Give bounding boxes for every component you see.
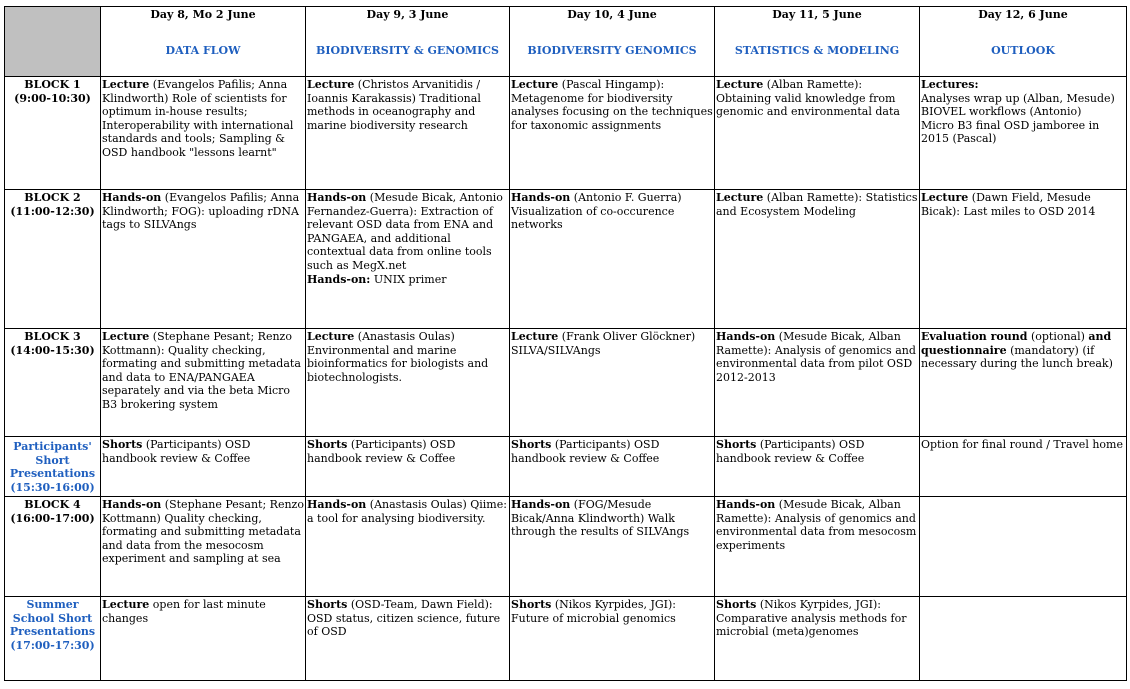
- session-type: Lecture: [307, 78, 355, 91]
- session-type: Lecture: [307, 330, 355, 343]
- session-text: Option for final round / Travel home: [921, 438, 1123, 451]
- session-text: (Evangelos Pafilis; Anna Klindworth; FOG): uploading rDNA tags to SILVAngs: [102, 191, 300, 232]
- session-text: (Participants) OSD handbook review & Coffee: [716, 438, 865, 465]
- day-date: Day 9, 3 June: [366, 8, 449, 21]
- session-cell: [920, 190, 1127, 329]
- session-cell: [510, 77, 715, 190]
- row-label: BLOCK 1 (9:00-10:30): [5, 77, 101, 190]
- session-cell: [510, 190, 715, 329]
- day-date: Day 12, 6 June: [978, 8, 1068, 21]
- session-text: (Mesude Bicak, Alban Ramette): Analysis of genomics and environmental data from pilot OSD 2012-2013: [716, 330, 916, 384]
- session-type: Hands-on: [307, 498, 367, 511]
- day-header: [101, 7, 306, 77]
- session-cell: [101, 329, 306, 437]
- day-header: [510, 7, 715, 77]
- schedule-table: [4, 6, 1127, 681]
- session-text: (Participants) OSD handbook review & Coffee: [102, 438, 251, 465]
- day-date: Day 10, 4 June: [567, 8, 657, 21]
- session-cell: [715, 597, 920, 681]
- session-cell: [306, 190, 510, 329]
- session-type: Shorts: [716, 598, 757, 611]
- session-text: (Mesude Bicak, Antonio Fernandez-Guerra): Extraction of relevant OSD data from ENA and PANGAEA, and additional contextual data from online tools such as MegX.net: [307, 191, 503, 272]
- session-text: (Christos Arvanitidis / Ioannis Karakassis) Traditional methods in oceanography and marine biodiversity research: [307, 78, 481, 132]
- session-cell: [101, 190, 306, 329]
- session-text: (Mesude Bicak, Alban Ramette): Analysis of genomics and environmental data from mesocosm experiments: [716, 498, 917, 552]
- row-label: BLOCK 2 (11:00-12:30): [5, 190, 101, 329]
- session-cell: [920, 437, 1127, 497]
- session-cell: [920, 329, 1127, 437]
- session-type: Lecture: [511, 330, 559, 343]
- session-type: and questionnaire: [921, 330, 1112, 357]
- session-text: (Evangelos Pafilis; Anna Klindworth) Role of scientists for optimum in-house results; Interoperability with international standards and tools; Sampling & OSD handbook "lessons learnt": [102, 78, 294, 159]
- row-label: Participants' Short Presentations (15:30-16:00): [5, 437, 101, 497]
- session-cell: [101, 497, 306, 597]
- session-type: Lecture: [102, 598, 150, 611]
- session-type: Hands-on: [511, 498, 571, 511]
- session-text: Analyses wrap up (Alban, Mesude): [921, 91, 1115, 105]
- session-text: (Pascal Hingamp): Metagenome for biodiversity analyses focusing on the techniques for taxonomic assignments: [511, 78, 713, 132]
- session-type: Lecture: [921, 191, 969, 204]
- session-text: (Alban Ramette): Statistics and Ecosystem Modeling: [716, 191, 918, 218]
- corner-cell: [5, 7, 101, 77]
- session-cell: [101, 437, 306, 497]
- session-cell: [715, 190, 920, 329]
- day-date: Day 11, 5 June: [772, 8, 862, 21]
- session-type: Lectures:: [921, 78, 979, 91]
- session-cell: [306, 497, 510, 597]
- session-cell: [306, 437, 510, 497]
- row-label: BLOCK 4 (16:00-17:00): [5, 497, 101, 597]
- empty-cell: [920, 597, 1127, 681]
- session-cell: [306, 329, 510, 437]
- day-theme: BIODIVERSITY GENOMICS: [527, 43, 697, 57]
- session-text: (Alban Ramette): Obtaining valid knowledge from genomic and environmental data: [716, 78, 900, 119]
- session-cell: [101, 77, 306, 190]
- block2-row: [5, 190, 1127, 329]
- session-text: (Nikos Kyrpides, JGI): Future of microbial genomics: [511, 598, 676, 625]
- block3-row: [5, 329, 1127, 437]
- session-type: Shorts: [102, 438, 143, 451]
- session-type: Hands-on: [716, 330, 776, 343]
- session-type: Lecture: [511, 78, 559, 91]
- session-text: (OSD-Team, Dawn Field): OSD status, citizen science, future of OSD: [307, 598, 501, 639]
- session-cell: [510, 597, 715, 681]
- summer-row: [5, 597, 1127, 681]
- session-type: Shorts: [511, 438, 552, 451]
- session-cell: [715, 329, 920, 437]
- day-theme: OUTLOOK: [991, 43, 1055, 57]
- session-cell: [715, 437, 920, 497]
- session-text: (mandatory) (if necessary during the lunch break): [921, 343, 1113, 371]
- day-header: [306, 7, 510, 77]
- session-type: Shorts: [716, 438, 757, 451]
- day-header: [715, 7, 920, 77]
- day-header: [920, 7, 1127, 77]
- day-theme: DATA FLOW: [165, 43, 241, 57]
- session-type: Lecture: [716, 78, 764, 91]
- session-text: (Participants) OSD handbook review & Coffee: [307, 438, 456, 465]
- session-text: (optional): [1027, 330, 1089, 343]
- session-text: (Anastasis Oulas) Qiime: a tool for analysing biodiversity.: [307, 498, 507, 525]
- session-text: (Stephane Pesant; Renzo Kottmann) Quality checking, formating and submitting metadata and data from the mesocosm experiment and sampling at sea: [102, 498, 304, 566]
- session-text: (Anastasis Oulas) Environmental and marine bioinformatics for biologists and biotechnologists.: [307, 330, 489, 384]
- session-type: Hands-on: [307, 191, 367, 204]
- session-text: (Nikos Kyrpides, JGI): Comparative analysis methods for microbial (meta)genomes: [716, 598, 907, 639]
- session-type: Hands-on: [102, 498, 162, 511]
- participants-row: [5, 437, 1127, 497]
- session-text: open for last minute changes: [102, 598, 266, 625]
- day-theme: BIODIVERSITY & GENOMICS: [316, 43, 499, 57]
- session-text: (Dawn Field, Mesude Bicak): Last miles to OSD 2014: [921, 191, 1096, 218]
- session-type: Shorts: [307, 438, 348, 451]
- session-cell: [920, 77, 1127, 190]
- session-text: BIOVEL workflows (Antonio): [921, 105, 1082, 119]
- day-date: Day 8, Mo 2 June: [150, 8, 256, 21]
- session-type: Lecture: [716, 191, 764, 204]
- session-type: Shorts: [511, 598, 552, 611]
- session-cell: [306, 77, 510, 190]
- session-cell: [715, 77, 920, 190]
- day-theme: STATISTICS & MODELING: [734, 43, 900, 57]
- session-cell: [101, 597, 306, 681]
- header-row: [5, 7, 1127, 77]
- block4-row: [5, 497, 1127, 597]
- session-cell: [306, 597, 510, 681]
- session-text: (Antonio F. Guerra) Visualization of co-occurence networks: [511, 191, 682, 232]
- session-type: Hands-on: [102, 191, 162, 204]
- session-cell: [510, 497, 715, 597]
- session-cell: [510, 329, 715, 437]
- session-cell: [715, 497, 920, 597]
- session-text: (FOG/Mesude Bicak/Anna Klindworth) Walk through the results of SILVAngs: [511, 498, 690, 539]
- session-type: Hands-on:: [307, 272, 371, 286]
- row-label: BLOCK 3 (14:00-15:30): [5, 329, 101, 437]
- session-type: Hands-on: [716, 498, 776, 511]
- session-text: Micro B3 final OSD jamboree in 2015 (Pascal): [921, 118, 1100, 146]
- session-text: UNIX primer: [370, 272, 447, 286]
- session-text: (Frank Oliver Glöckner) SILVA/SILVAngs: [511, 330, 696, 357]
- session-type: Lecture: [102, 78, 150, 91]
- session-cell: [510, 437, 715, 497]
- session-type: Shorts: [307, 598, 348, 611]
- empty-cell: [920, 497, 1127, 597]
- session-type: Evaluation round: [921, 330, 1028, 343]
- block1-row: [5, 77, 1127, 190]
- session-text: (Participants) OSD handbook review & Coffee: [511, 438, 660, 465]
- session-text: (Stephane Pesant; Renzo Kottmann): Quality checking, formating and submitting metadata and data to ENA/PANGAEA separately and via the beta Micro B3 brokering system: [102, 330, 301, 411]
- session-type: Hands-on: [511, 191, 571, 204]
- row-label: Summer School Short Presentations (17:00-17:30): [5, 597, 101, 681]
- session-type: Lecture: [102, 330, 150, 343]
